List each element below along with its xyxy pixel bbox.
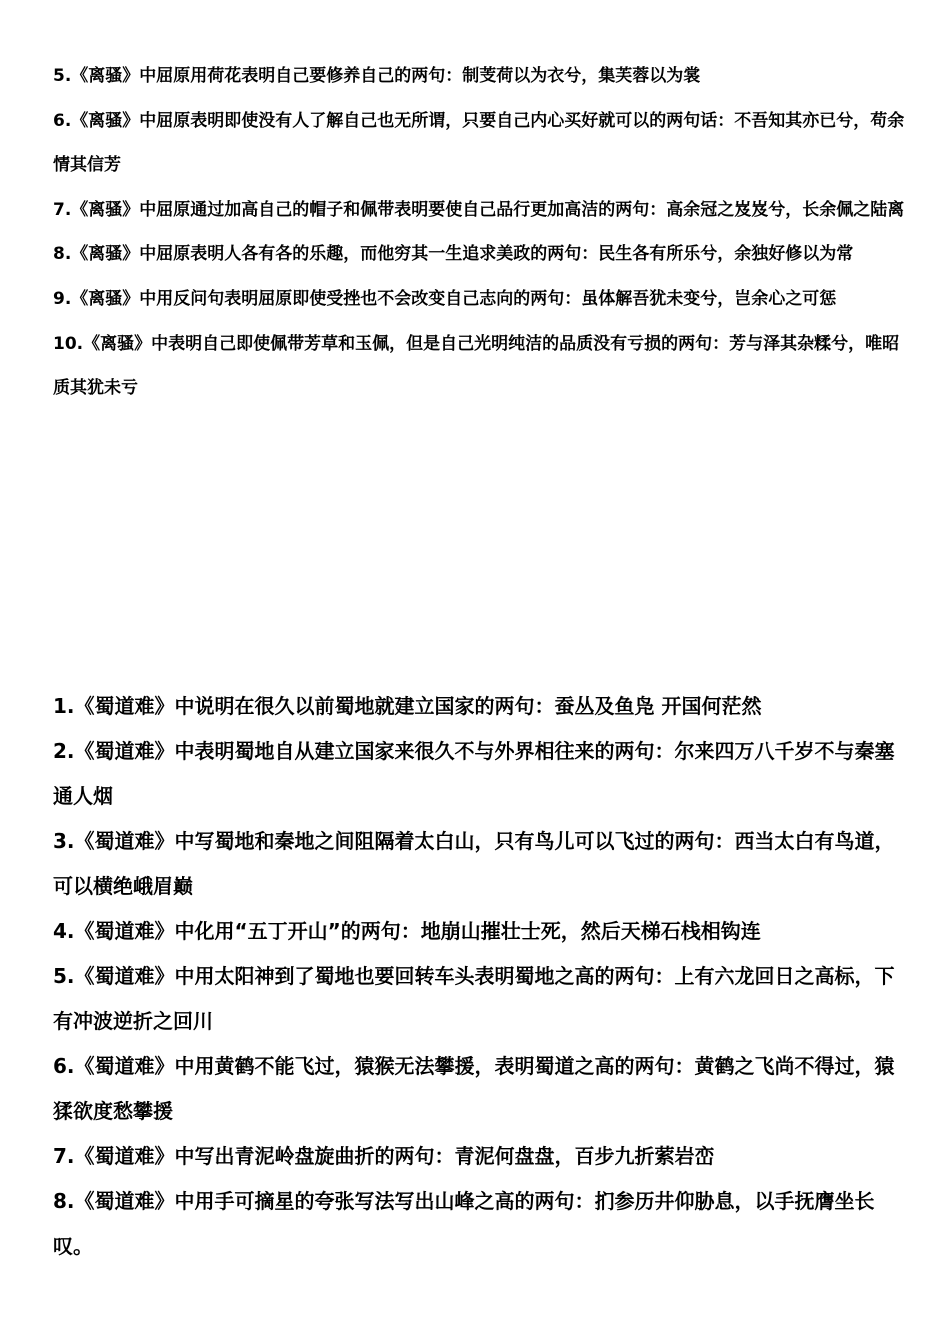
shudaonan-question-2: 2.《蜀道难》中表明蜀地自从建立国家来很久不与外界相往来的两句：尔来四万八千岁不与秦塞通人烟 [53,739,895,808]
shudaonan-question-5: 5.《蜀道难》中用太阳神到了蜀地也要回转车头表明蜀地之高的两句：上有六龙回日之高标，下有冲波逆折之回川 [53,964,895,1033]
lisao-question-9: 9.《离骚》中用反问句表明屈原即使受挫也不会改变自己志向的两句：虽体解吾犹未变兮，岂余心之可惩 [53,288,837,309]
lisao-question-6: 6.《离骚》中屈原表明即使没有人了解自己也无所谓，只要自己内心买好就可以的两句话：不吾知其亦已兮，苟余情其信芳 [53,110,905,176]
shudaonan-question-list [53,684,913,1269]
lisao-question-5: 5.《离骚》中屈原用荷花表明自己要修养自己的两句：制芰荷以为衣兮，集芙蓉以为裳 [53,66,701,86]
lisao-question-list [53,54,913,411]
shudaonan-question-1: 1.《蜀道难》中说明在很久以前蜀地就建立国家的两句：蚕丛及鱼凫 开国何茫然 [53,694,762,718]
lisao-question-8: 8.《离骚》中屈原表明人各有各的乐趣，而他穷其一生追求美政的两句：民生各有所乐兮，余独好修以为常 [53,244,854,265]
shudaonan-question-7: 7.《蜀道难》中写出青泥岭盘旋曲折的两句：青泥何盘盘，百步九折萦岩峦 [53,1144,715,1168]
shudaonan-question-8: 8.《蜀道难》中用手可摘星的夸张写法写出山峰之高的两句：扪参历井仰胁息，以手抚膺坐长叹。 [53,1189,875,1258]
shudaonan-question-6: 6.《蜀道难》中用黄鹤不能飞过，猿猴无法攀援，表明蜀道之高的两句：黄鹤之飞尚不得过，猿猱欲度愁攀援 [53,1054,895,1123]
shudaonan-question-3: 3.《蜀道难》中写蜀地和秦地之间阻隔着太白山，只有鸟儿可以飞过的两句：西当太白有鸟道，可以横绝峨眉巅 [53,829,895,898]
lisao-question-7: 7.《离骚》中屈原通过加高自己的帽子和佩带表明要使自己品行更加高洁的两句：高余冠之岌岌兮，长余佩之陆离 [53,199,905,220]
shudaonan-question-4: 4.《蜀道难》中化用“五丁开山”的两句：地崩山摧壮士死，然后天梯石栈相钩连 [53,919,761,943]
lisao-question-10: 10.《离骚》中表明自己即使佩带芳草和玉佩，但是自己光明纯洁的品质没有亏损的两句：芳与泽其杂糅兮，唯昭质其犹未亏 [53,333,900,399]
